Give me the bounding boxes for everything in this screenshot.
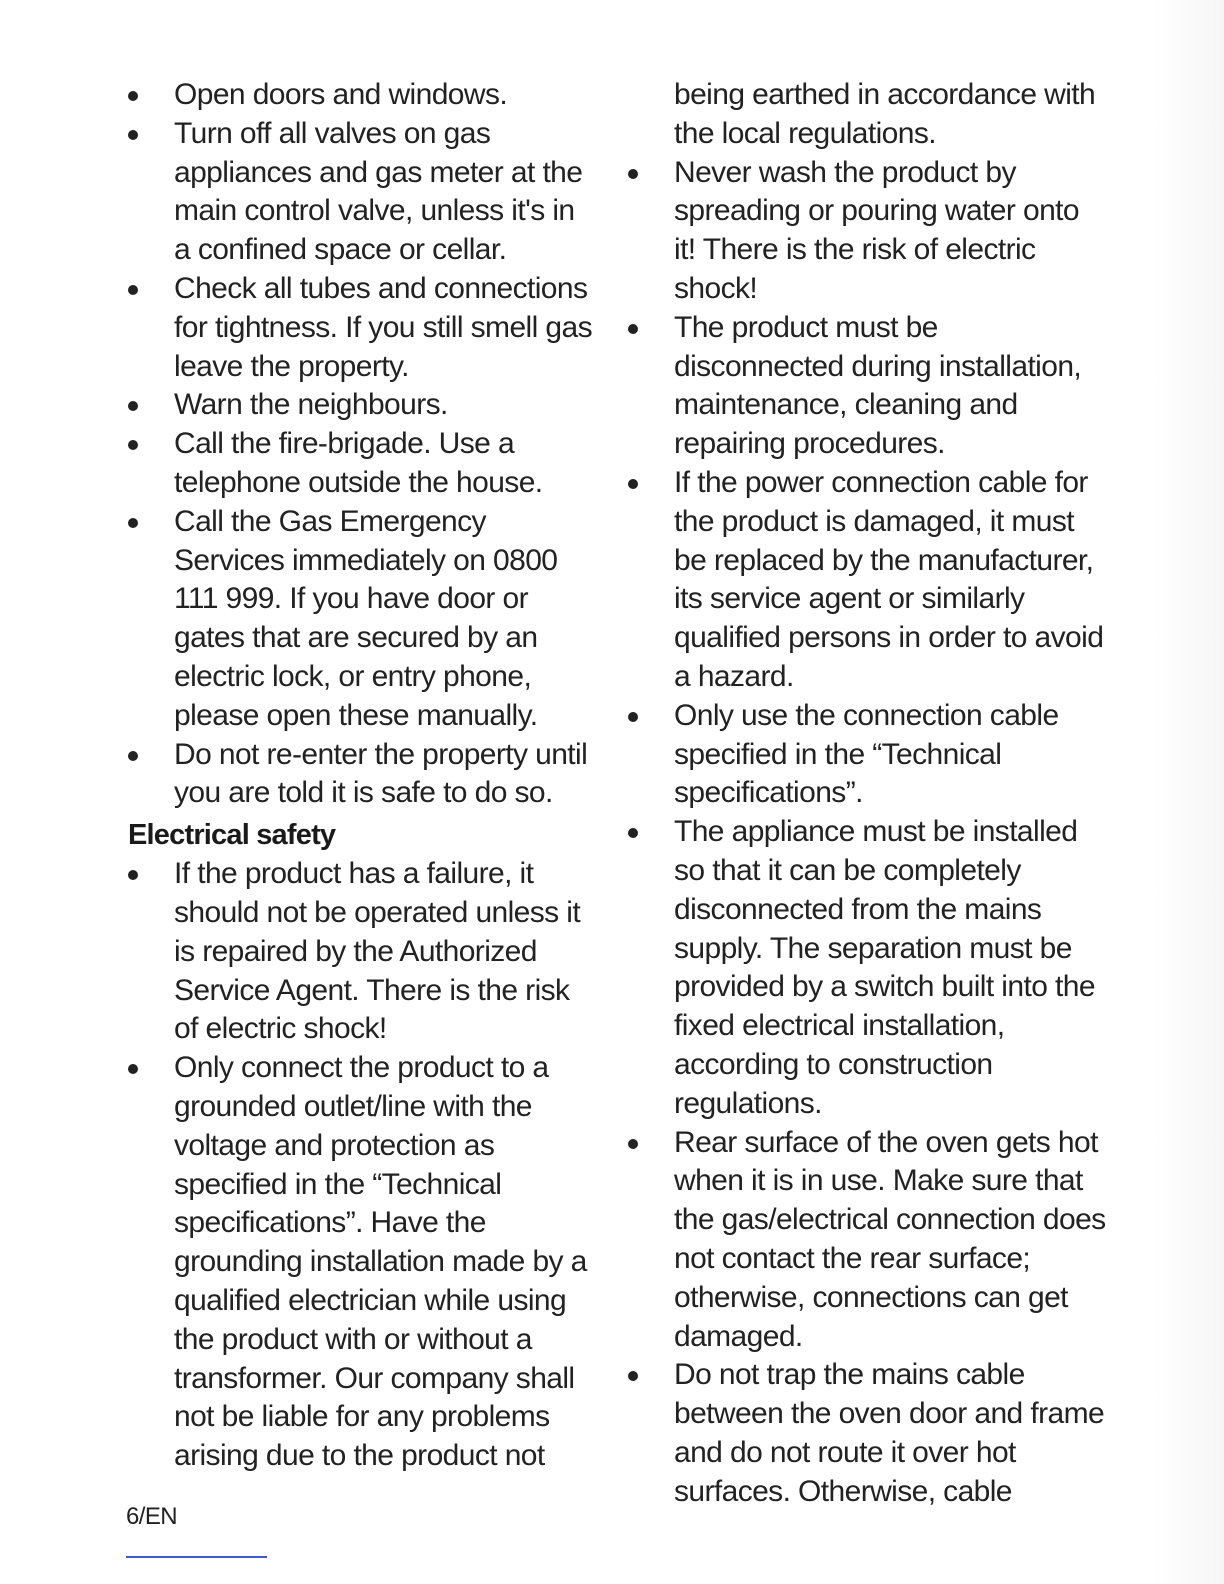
list-item-text: If the product has a failure, it should not be operated unless it is repaired by the Authorized Service Agent. There is the risk of electric shock!	[174, 857, 581, 1046]
list-item-text: The appliance must be installed so that it can be completely disconnected from the mains supply. The separation must be provided by a switch built into the fixed electrical installation, according to construction regulations.	[674, 815, 1095, 1120]
list-item	[628, 154, 1108, 309]
list-item	[128, 1049, 598, 1476]
list-item	[628, 813, 1108, 1123]
page-number: 6/EN	[126, 1503, 177, 1530]
list-item-text: Rear surface of the oven gets hot when it is in use. Make sure that the gas/electrical connection does not contact the rear surface; otherwise, connections can get damaged.	[674, 1125, 1106, 1353]
bullet-icon	[628, 324, 638, 334]
list-item	[128, 270, 598, 386]
list-item	[628, 1356, 1108, 1511]
list-item-text: Do not trap the mains cable between the oven door and frame and do not route it over hot surfaces. Otherwise, cable	[674, 1358, 1105, 1508]
list-item	[628, 1124, 1108, 1357]
electrical-safety-list	[128, 855, 598, 1476]
list-item-text: The product must be disconnected during installation, maintenance, cleaning and repairing procedures.	[674, 310, 1082, 461]
page-edge-shadow	[1154, 0, 1224, 1584]
list-item-text: Turn off all valves on gas appliances and gas meter at the main control valve, unless it's in a confined space or cellar.	[174, 116, 583, 267]
list-item-text: Open doors and windows.	[174, 78, 508, 111]
bullet-icon	[628, 712, 638, 722]
bullet-icon	[128, 870, 138, 880]
bullet-icon	[628, 169, 638, 179]
list-item-text: Never wash the product by spreading or pouring water onto it! There is the risk of electric shock!	[674, 155, 1080, 305]
right-column	[628, 76, 1108, 1511]
section-heading-electrical-safety: Electrical safety	[128, 819, 336, 852]
gas-leak-instructions-list	[128, 76, 598, 813]
list-item	[128, 736, 598, 814]
list-item	[128, 76, 598, 115]
list-item	[128, 503, 598, 736]
bullet-icon	[128, 518, 138, 528]
bullet-icon	[628, 828, 638, 838]
bullet-icon	[128, 285, 138, 295]
bullet-icon	[128, 401, 138, 411]
list-item-text: If the power connection cable for the product is damaged, it must be replaced by the manufacturer, its service agent or similarly qualified persons in order to avoid a hazard.	[674, 465, 1104, 693]
footer-divider	[126, 1556, 267, 1558]
left-column	[128, 76, 598, 1476]
list-item-text: Call the fire-brigade. Use a telephone outside the house.	[174, 427, 543, 499]
list-item	[128, 115, 598, 270]
list-item-text: Only connect the product to a grounded outlet/line with the voltage and protection as specified in the “Technical specifications”. Have the grounding installation made by a qualified electrician while using the product with or without a transformer. Our company shall not be liable for any problems arising due to the product not	[174, 1051, 587, 1473]
list-item	[128, 386, 598, 425]
list-item	[128, 425, 598, 503]
list-item-text: Warn the neighbours.	[174, 388, 448, 422]
bullet-icon	[128, 440, 138, 450]
bullet-icon	[128, 1064, 138, 1074]
list-item	[128, 855, 598, 1049]
list-item	[628, 464, 1108, 697]
bullet-icon	[628, 1139, 638, 1149]
bullet-icon	[128, 751, 138, 761]
list-item	[628, 309, 1108, 464]
bullet-icon	[628, 1371, 638, 1381]
bullet-icon	[128, 91, 138, 101]
bullet-icon	[128, 130, 138, 140]
list-item-text: Call the Gas Emergency Services immediately on 0800 111 999. If you have door or gates that are secured by an electric lock, or entry phone, please open these manually.	[174, 504, 558, 732]
continued-text: being earthed in accordance with the local regulations.	[674, 78, 1096, 150]
bullet-icon	[628, 479, 638, 489]
list-item	[628, 697, 1108, 813]
electrical-safety-list-continued	[628, 154, 1108, 1512]
list-item-text: Do not re-enter the property until you are told it is safe to do so.	[174, 737, 588, 810]
list-item-text: Check all tubes and connections for tightness. If you still smell gas leave the property.	[174, 271, 592, 383]
list-item-text: Only use the connection cable specified in the “Technical specifications”.	[674, 698, 1059, 810]
